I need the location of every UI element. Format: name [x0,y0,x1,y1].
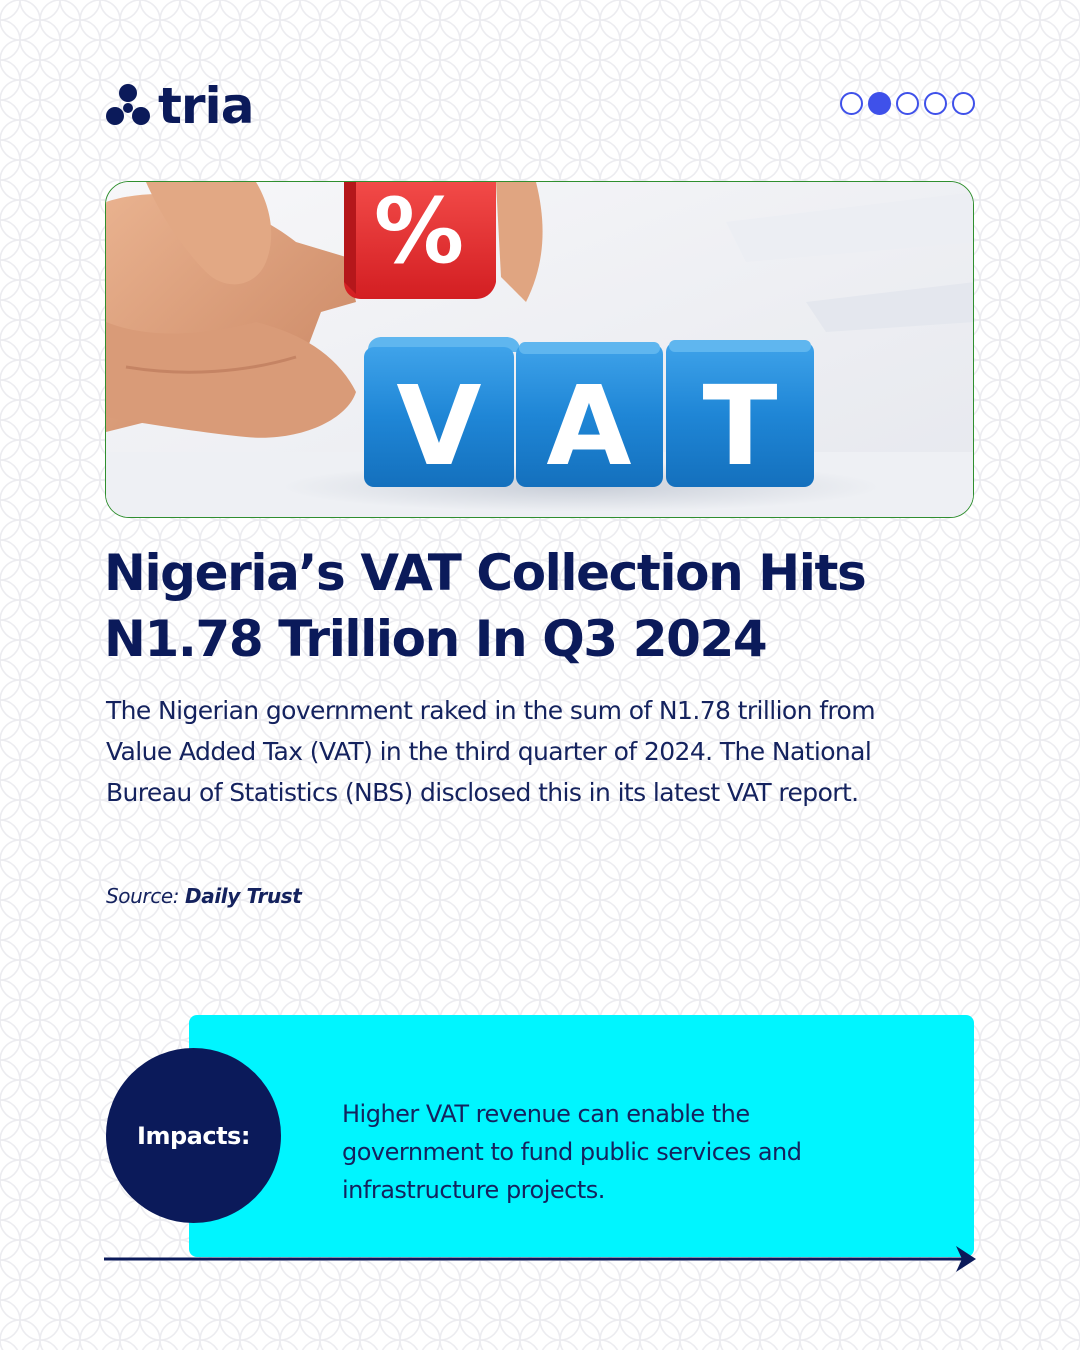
svg-text:%: % [373,182,465,284]
headline: Nigeria’s VAT Collection Hits N1.78 Trillion In Q3 2024 [104,544,866,668]
brand-name: tria [158,77,254,135]
svg-text:T: T [702,362,778,490]
source-credit [106,884,301,908]
impact-text: Higher VAT revenue can enable the government to fund public services and infrastructure projects. [342,1100,802,1204]
source-name: Daily Trust [185,884,302,908]
svg-text:A: A [546,362,632,490]
impact-label: Impacts: [137,1121,250,1150]
source-label: Source: [106,884,180,908]
percent-block [344,182,496,299]
slide-pager [840,92,975,115]
article-summary: The Nigerian government raked in the sum of N1.78 trillion from Value Added Tax (VAT) in the third quarter of 2024. The National Bureau of Statistics (NBS) disclosed this in its latest VAT report. [106,696,875,807]
pager-dot[interactable] [896,92,919,115]
pager-dot[interactable] [924,92,947,115]
pager-dot-active[interactable] [868,92,891,115]
pager-dot[interactable] [952,92,975,115]
vat-blocks-illustration [106,182,974,518]
hero-image [105,181,974,518]
vat-block-v [364,337,520,490]
vat-block-a [516,342,663,490]
tria-logo-icon [104,82,152,130]
vat-block-t [666,340,814,490]
svg-text:V: V [396,362,482,490]
impact-badge [106,1048,281,1223]
pager-dot[interactable] [840,92,863,115]
arrow-right-icon [104,1244,979,1274]
brand-logo [104,77,254,135]
